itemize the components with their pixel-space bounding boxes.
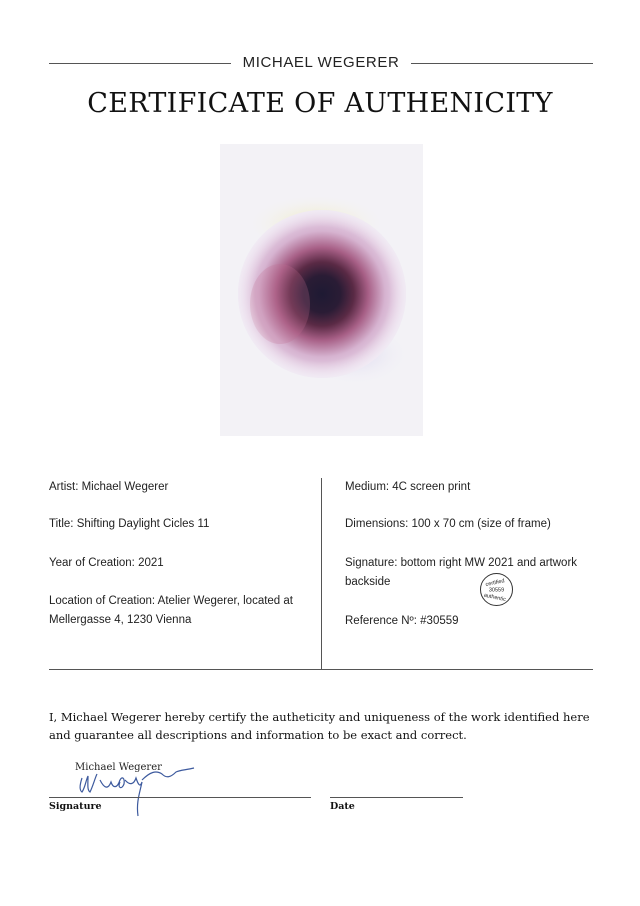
certification-statement: I, Michael Wegerer hereby certify the autheticity and uniqueness of the work identified here and guarantee all descriptions and information to be exact and correct. bbox=[49, 710, 590, 742]
artwork-image bbox=[220, 144, 423, 436]
certificate-title: CERTIFICATE OF AUTHENICITY bbox=[87, 88, 553, 119]
location-field: Location of Creation: Atelier Wegerer, located at Mellergasse 4, 1230 Vienna bbox=[49, 595, 293, 626]
date-label: Date bbox=[330, 801, 355, 812]
signature-printed-name: Michael Wegerer bbox=[75, 762, 162, 773]
svg-text:certified: certified bbox=[485, 578, 506, 589]
certified-stamp-icon bbox=[480, 573, 513, 606]
svg-text:30559: 30559 bbox=[488, 587, 505, 594]
svg-text:authentic: authentic bbox=[483, 592, 507, 604]
details-bottom-rule bbox=[49, 669, 593, 670]
details-section bbox=[49, 478, 593, 670]
title-field: Title: Shifting Daylight Cicles 11 bbox=[49, 518, 210, 530]
header-rule-right bbox=[411, 63, 593, 64]
year-field: Year of Creation: 2021 bbox=[49, 557, 164, 569]
date-line bbox=[330, 797, 463, 798]
dimensions-field: Dimensions: 100 x 70 cm (size of frame) bbox=[345, 518, 551, 530]
signature-label: Signature bbox=[49, 801, 102, 812]
artist-brand-name: MICHAEL WEGERER bbox=[242, 54, 400, 71]
column-divider bbox=[321, 478, 322, 670]
reference-field: Reference Nº: #30559 bbox=[345, 615, 459, 627]
header-brand-row bbox=[49, 54, 593, 74]
signature-line bbox=[49, 797, 311, 798]
medium-field: Medium: 4C screen print bbox=[345, 481, 471, 493]
artist-field: Artist: Michael Wegerer bbox=[49, 481, 169, 493]
signature-field: Signature: bottom right MW 2021 and artwork backside bbox=[345, 557, 578, 588]
